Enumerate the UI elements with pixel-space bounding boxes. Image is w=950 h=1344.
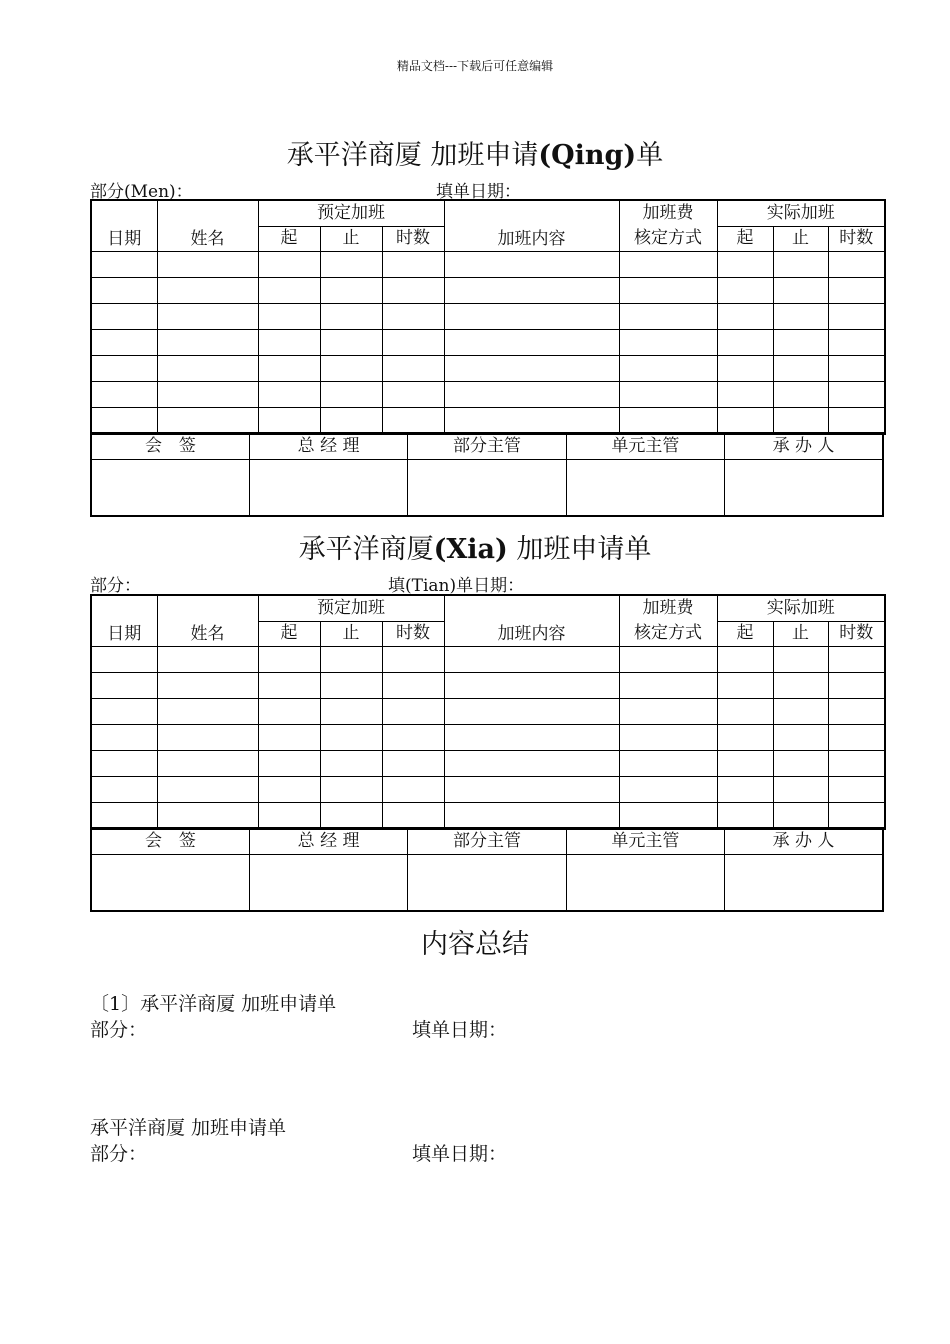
table-cell[interactable] (91, 751, 157, 777)
table-cell[interactable] (157, 699, 258, 725)
table-cell[interactable] (382, 304, 444, 330)
table-cell[interactable] (382, 278, 444, 304)
sign-cell[interactable] (249, 459, 407, 516)
table-cell[interactable] (444, 382, 619, 408)
table-row (91, 356, 885, 382)
sign-header: 单元主管 (566, 828, 724, 854)
table-cell[interactable] (157, 803, 258, 829)
table-cell[interactable] (157, 278, 258, 304)
table-cell[interactable] (773, 356, 828, 382)
table-cell[interactable] (320, 304, 382, 330)
table-row (91, 278, 885, 304)
table-cell[interactable] (382, 356, 444, 382)
table-cell[interactable] (91, 382, 157, 408)
sign-header: 承 办 人 (725, 433, 883, 459)
table-row (91, 252, 885, 278)
sign-header: 单元主管 (566, 433, 724, 459)
table-cell[interactable] (91, 278, 157, 304)
table-cell[interactable] (773, 252, 828, 278)
table-cell[interactable] (773, 803, 828, 829)
table-cell[interactable] (717, 356, 773, 382)
table-cell[interactable] (717, 408, 773, 434)
form-title (0, 527, 950, 566)
table-cell[interactable] (444, 673, 619, 699)
col-actual-end: 止 (773, 621, 828, 646)
col-actual-hours: 时数 (828, 226, 885, 251)
table-cell[interactable] (828, 751, 885, 777)
table-cell[interactable] (717, 304, 773, 330)
table-cell[interactable] (444, 777, 619, 803)
table-cell[interactable] (773, 330, 828, 356)
table-cell[interactable] (717, 382, 773, 408)
col-planned-hours: 时数 (382, 226, 444, 251)
col-content: 加班内容 (444, 595, 619, 647)
sign-header: 会 签 (91, 828, 249, 854)
table-cell[interactable] (828, 278, 885, 304)
col-date: 日期 (91, 200, 157, 252)
table-cell[interactable] (619, 356, 717, 382)
table-cell[interactable] (444, 408, 619, 434)
table-cell[interactable] (320, 647, 382, 673)
sign-table (90, 432, 884, 517)
table-row (91, 304, 885, 330)
col-content: 加班内容 (444, 200, 619, 252)
table-cell[interactable] (258, 330, 320, 356)
table-cell[interactable] (619, 330, 717, 356)
table-cell[interactable] (157, 751, 258, 777)
table-cell[interactable] (717, 725, 773, 751)
table-cell[interactable] (91, 777, 157, 803)
col-fee (619, 595, 717, 647)
table-cell[interactable] (91, 330, 157, 356)
table-cell[interactable] (382, 725, 444, 751)
table-cell[interactable] (91, 699, 157, 725)
table-cell[interactable] (157, 647, 258, 673)
form-title-bold: (Qing) (538, 140, 637, 171)
col-planned-start: 起 (258, 621, 320, 646)
table-row (91, 803, 885, 829)
col-fee (619, 200, 717, 252)
table-cell[interactable] (91, 356, 157, 382)
col-actual-start: 起 (717, 621, 773, 646)
table-cell[interactable] (773, 777, 828, 803)
table-row (91, 725, 885, 751)
col-actual-start: 起 (717, 226, 773, 251)
sign-header: 部分主管 (408, 433, 566, 459)
table-cell[interactable] (773, 278, 828, 304)
table-cell[interactable] (91, 304, 157, 330)
table-row (91, 777, 885, 803)
table-cell[interactable] (258, 356, 320, 382)
table-cell[interactable] (619, 777, 717, 803)
table-cell[interactable] (157, 330, 258, 356)
table-cell[interactable] (619, 725, 717, 751)
summary-item-dept: 部分： (90, 1143, 148, 1165)
table-cell[interactable] (382, 751, 444, 777)
table-cell[interactable] (717, 699, 773, 725)
table-cell[interactable] (91, 252, 157, 278)
table-cell[interactable] (91, 673, 157, 699)
table-cell[interactable] (828, 304, 885, 330)
col-name: 姓名 (157, 200, 258, 252)
table-cell[interactable] (320, 330, 382, 356)
table-cell[interactable] (717, 673, 773, 699)
form-title-bold: (Xia) (433, 534, 508, 565)
table-cell[interactable] (157, 777, 258, 803)
table-cell[interactable] (619, 699, 717, 725)
sign-header: 部分主管 (408, 828, 566, 854)
table-cell[interactable] (320, 278, 382, 304)
table-cell[interactable] (619, 673, 717, 699)
form-title-part: 加班申请单 (507, 534, 652, 565)
table-cell[interactable] (717, 777, 773, 803)
table-cell[interactable] (444, 725, 619, 751)
table-cell[interactable] (258, 408, 320, 434)
table-cell[interactable] (828, 252, 885, 278)
table-cell[interactable] (717, 252, 773, 278)
summary-item-dept: 部分： (90, 1019, 148, 1041)
table-row (91, 382, 885, 408)
table-cell[interactable] (828, 647, 885, 673)
table-body (91, 647, 885, 829)
sign-header: 总 经 理 (249, 828, 407, 854)
table-cell[interactable] (382, 673, 444, 699)
table-cell[interactable] (91, 408, 157, 434)
table-cell[interactable] (444, 647, 619, 673)
table-cell[interactable] (258, 382, 320, 408)
dept-label: 部分： (90, 576, 141, 596)
table-cell[interactable] (91, 647, 157, 673)
table-cell[interactable] (828, 382, 885, 408)
table-cell[interactable] (258, 252, 320, 278)
table-cell[interactable] (828, 803, 885, 829)
summary-item-date: 填单日期： (412, 1019, 508, 1041)
table-cell[interactable] (320, 408, 382, 434)
sign-header: 承 办 人 (725, 828, 883, 854)
col-actual-end: 止 (773, 226, 828, 251)
table-cell[interactable] (258, 725, 320, 751)
sign-cell[interactable] (408, 854, 566, 911)
table-cell[interactable] (382, 803, 444, 829)
table-cell[interactable] (382, 777, 444, 803)
table-cell[interactable] (619, 751, 717, 777)
sign-header: 总 经 理 (249, 433, 407, 459)
table-cell[interactable] (619, 304, 717, 330)
table-cell[interactable] (444, 304, 619, 330)
table-cell[interactable] (157, 382, 258, 408)
sign-cell[interactable] (249, 854, 407, 911)
table-cell[interactable] (444, 252, 619, 278)
table-cell[interactable] (619, 803, 717, 829)
table-cell[interactable] (258, 647, 320, 673)
col-actual: 实际加班 (717, 200, 885, 226)
overtime-table (90, 594, 886, 830)
table-cell[interactable] (717, 278, 773, 304)
overtime-table (90, 199, 886, 435)
table-row (91, 408, 885, 434)
table-cell[interactable] (320, 725, 382, 751)
table-cell[interactable] (320, 699, 382, 725)
col-fee-line1: 加班费 (642, 203, 694, 223)
table-cell[interactable] (619, 278, 717, 304)
table-cell[interactable] (382, 647, 444, 673)
col-planned-start: 起 (258, 226, 320, 251)
table-cell[interactable] (619, 408, 717, 434)
table-cell[interactable] (258, 751, 320, 777)
table-cell[interactable] (258, 777, 320, 803)
form-title (0, 133, 950, 172)
table-cell[interactable] (828, 699, 885, 725)
sign-cell[interactable] (725, 459, 883, 516)
col-fee-line2: 核定方式 (634, 623, 702, 643)
col-fee-line2: 核定方式 (634, 228, 702, 248)
table-cell[interactable] (258, 803, 320, 829)
table-cell[interactable] (320, 673, 382, 699)
table-cell[interactable] (320, 382, 382, 408)
table-cell[interactable] (157, 304, 258, 330)
table-cell[interactable] (773, 751, 828, 777)
table-row (91, 673, 885, 699)
col-planned-end: 止 (320, 226, 382, 251)
header-note: 精品文档---下载后可任意编辑 (396, 59, 554, 73)
table-cell[interactable] (773, 408, 828, 434)
table-cell[interactable] (320, 356, 382, 382)
table-cell[interactable] (444, 699, 619, 725)
table-cell[interactable] (828, 725, 885, 751)
table-cell[interactable] (157, 673, 258, 699)
col-actual-hours: 时数 (828, 621, 885, 646)
table-cell[interactable] (828, 777, 885, 803)
table-cell[interactable] (619, 382, 717, 408)
table-cell[interactable] (91, 725, 157, 751)
table-body (91, 252, 885, 434)
table-row (91, 647, 885, 673)
table-cell[interactable] (828, 330, 885, 356)
summary-item-date: 填单日期： (412, 1143, 508, 1165)
table-row (91, 330, 885, 356)
table-cell[interactable] (157, 408, 258, 434)
table-cell[interactable] (382, 408, 444, 434)
table-cell[interactable] (382, 252, 444, 278)
sign-cell[interactable] (91, 854, 249, 911)
table-cell[interactable] (382, 382, 444, 408)
form-title-part: 承平洋商厦 加班申请 (286, 140, 539, 171)
table-cell[interactable] (157, 356, 258, 382)
date-label: 填单日期： (436, 182, 521, 202)
form-title-part: 单 (636, 140, 664, 171)
table-cell[interactable] (382, 330, 444, 356)
table-row (91, 751, 885, 777)
col-planned: 预定加班 (258, 200, 444, 226)
table-cell[interactable] (828, 356, 885, 382)
col-planned: 预定加班 (258, 595, 444, 621)
table-cell[interactable] (444, 803, 619, 829)
table-cell[interactable] (258, 699, 320, 725)
col-name: 姓名 (157, 595, 258, 647)
sign-header: 会 签 (91, 433, 249, 459)
table-cell[interactable] (258, 278, 320, 304)
dept-label: 部分(Men)： (90, 182, 193, 202)
table-cell[interactable] (619, 252, 717, 278)
table-cell[interactable] (382, 699, 444, 725)
table-cell[interactable] (91, 803, 157, 829)
sign-cell[interactable] (725, 854, 883, 911)
table-row (91, 699, 885, 725)
table-cell[interactable] (320, 252, 382, 278)
sign-table (90, 827, 884, 912)
table-cell[interactable] (773, 647, 828, 673)
table-cell[interactable] (717, 330, 773, 356)
date-label: 填(Tian)单日期： (388, 576, 525, 596)
col-planned-end: 止 (320, 621, 382, 646)
summary-item-title: 承平洋商厦 加班申请单 (90, 1117, 287, 1139)
table-cell[interactable] (258, 673, 320, 699)
table-cell[interactable] (773, 304, 828, 330)
table-cell[interactable] (157, 725, 258, 751)
table-cell[interactable] (444, 751, 619, 777)
table-cell[interactable] (157, 252, 258, 278)
sign-cell[interactable] (91, 459, 249, 516)
table-cell[interactable] (828, 673, 885, 699)
col-date: 日期 (91, 595, 157, 647)
col-actual: 实际加班 (717, 595, 885, 621)
sign-cell[interactable] (566, 459, 724, 516)
table-cell[interactable] (773, 699, 828, 725)
table-cell[interactable] (444, 330, 619, 356)
sign-cell[interactable] (408, 459, 566, 516)
sign-cell[interactable] (566, 854, 724, 911)
table-cell[interactable] (320, 777, 382, 803)
table-cell[interactable] (444, 356, 619, 382)
table-cell[interactable] (320, 751, 382, 777)
table-cell[interactable] (828, 408, 885, 434)
form-title-part: 承平洋商厦 (298, 534, 434, 565)
table-cell[interactable] (717, 751, 773, 777)
table-cell[interactable] (773, 673, 828, 699)
table-cell[interactable] (619, 647, 717, 673)
table-cell[interactable] (717, 647, 773, 673)
col-planned-hours: 时数 (382, 621, 444, 646)
table-cell[interactable] (717, 803, 773, 829)
table-cell[interactable] (320, 803, 382, 829)
table-cell[interactable] (773, 725, 828, 751)
summary-item-title: 〔1〕承平洋商厦 加班申请单 (90, 993, 337, 1015)
table-cell[interactable] (258, 304, 320, 330)
col-fee-line1: 加班费 (642, 598, 694, 618)
table-cell[interactable] (444, 278, 619, 304)
table-cell[interactable] (773, 382, 828, 408)
summary-title: 内容总结 (421, 929, 529, 960)
